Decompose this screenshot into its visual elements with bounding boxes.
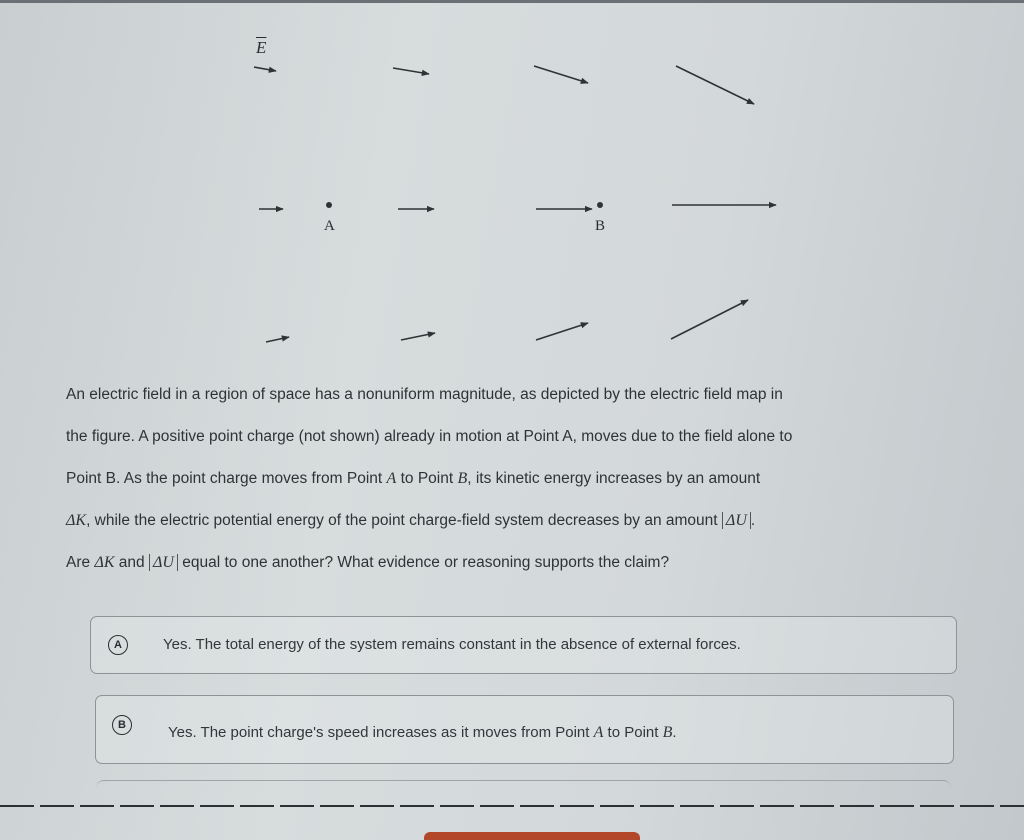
math-delta-k: ΔK xyxy=(94,554,115,571)
electric-field-map xyxy=(0,0,1024,380)
question-line-3: Point B. As the point charge moves from Point A to Point B, its kinetic energy increases by an amount xyxy=(66,470,761,487)
field-arrow-bot-2 xyxy=(401,333,435,340)
option-b-text: Yes. The point charge's speed increases as it moves from Point A to Point B. xyxy=(168,724,677,741)
question-line-2: the figure. A positive point charge (not shown) already in motion at Point A, moves due to the field alone to xyxy=(66,428,793,445)
math-abs-delta-u: ΔU xyxy=(149,554,178,571)
field-arrow-bot-4 xyxy=(671,300,748,339)
point-b-label: B xyxy=(595,218,606,234)
point-b-dot xyxy=(597,202,603,208)
math-delta-k: ΔK xyxy=(66,512,87,529)
field-arrows xyxy=(0,0,1024,380)
field-arrow-bot-3 xyxy=(536,323,588,340)
math-abs-delta-u: ΔU xyxy=(722,512,751,529)
option-a-badge: A xyxy=(108,635,128,655)
question-line-4: ΔK, while the electric potential energy of the point charge-field system decreases by an amount ΔU . xyxy=(66,512,756,529)
field-arrow-top-2 xyxy=(393,68,429,74)
answer-option-c-partial[interactable] xyxy=(96,780,951,803)
math-b: B xyxy=(457,470,468,487)
math-a: A xyxy=(386,470,397,487)
field-arrow-bot-1 xyxy=(266,337,289,342)
question-text xyxy=(66,381,996,591)
option-a-text: Yes. The total energy of the system remains constant in the absence of external forces. xyxy=(163,636,741,653)
field-arrow-top-4 xyxy=(676,66,754,104)
field-label-e: $\overline{E}$ xyxy=(256,38,267,57)
point-a-label: A xyxy=(324,218,335,234)
bottom-action-button[interactable] xyxy=(424,832,640,840)
field-arrow-top-3 xyxy=(534,66,588,83)
dashed-divider xyxy=(0,805,1024,807)
answer-option-b[interactable] xyxy=(95,695,954,764)
option-b-badge: B xyxy=(112,715,132,735)
answer-option-a[interactable] xyxy=(90,616,957,674)
field-arrow-top-1 xyxy=(254,67,276,71)
point-a-dot xyxy=(326,202,332,208)
question-line-5: Are ΔK and ΔU equal to one another? What evidence or reasoning supports the claim? xyxy=(66,554,670,571)
question-line-1: An electric field in a region of space has a nonuniform magnitude, as depicted by the electric field map in xyxy=(66,386,783,403)
